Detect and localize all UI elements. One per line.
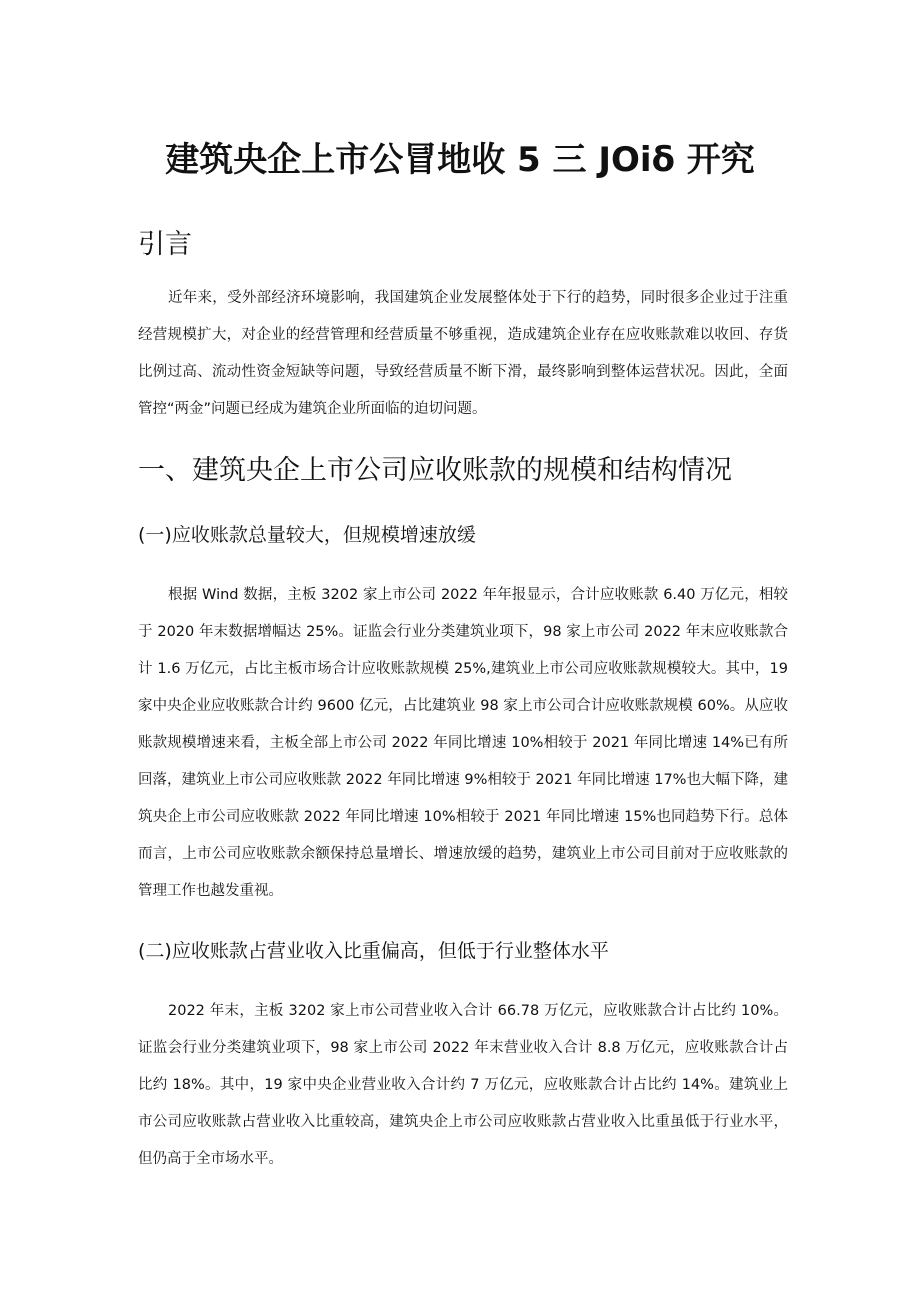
intro-heading: 引言 [138,229,192,260]
sub1-heading: (一)应收账款总量较大，但规模增速放缓 [138,524,476,546]
sub2-paragraph: 2022 年末，主板 3202 家上市公司营业收入合计 66.78 万亿元，应收账款合计占比约 10%。证监会行业分类建筑业项下，98 家上市公司 2022 年末营业收入合计 8.8 万亿元，应收账款合计占比约 18%。其中，19 家中央企业营业收入合计约 7 万亿元，应收账款合计占比约 14%。建筑业上市公司应收账款占营业收入比重较高，建筑央企上市公司应收账款占营业收入比重虽低于行业水平，但仍高于全市场水平。 [138,1003,788,1167]
sub2-heading: (二)应收账款占营业收入比重偏高，但低于行业整体水平 [138,940,609,962]
sub1-paragraph: 根据 Wind 数据，主板 3202 家上市公司 2022 年年报显示，合计应收账款 6.40 万亿元，相较于 2020 年末数据增幅达 25%。证监会行业分类建筑业项下，98 家上市公司 2022 年末应收账款合计 1.6 万亿元，占比主板市场合计应收账款规模 25%,建筑业上市公司应收账款规模较大。其中，19 家中央企业应收账款合计约 9600 亿元，占比建筑业 98 家上市公司合计应收账款规模 60%。从应收账款规模增速来看，主板全部上市公司 2022 年同比增速 10%相较于 2021 年同比增速 14%已有所回落，建筑业上市公司应收账款 2022 年同比增速 9%相较于 2021 年同比增速 17%也大幅下降，建筑央企上市公司应收账款 2022 年同比增速 10%相较于 2021 年同比增速 15%也同趋势下行。总体而言，上市公司应收账款余额保持总量增长、增速放缓的趋势，建筑业上市公司目前对于应收账款的管理工作也越发重视。 [138,587,788,899]
section1-heading: 一、建筑央企上市公司应收账款的规模和结构情况 [138,455,732,486]
document-title: 建筑央企上市公冒地收 5 三 JOiδ 开究 [165,140,755,180]
intro-paragraph: 近年来，受外部经济环境影响，我国建筑企业发展整体处于下行的趋势，同时很多企业过于注重经营规模扩大，对企业的经营管理和经营质量不够重视，造成建筑企业存在应收账款难以收回、存货比例过高、流动性资金短缺等问题，导致经营质量不断下滑，最终影响到整体运营状况。因此，全面管控“两金”问题已经成为建筑企业所面临的迫切问题。 [138,290,788,417]
